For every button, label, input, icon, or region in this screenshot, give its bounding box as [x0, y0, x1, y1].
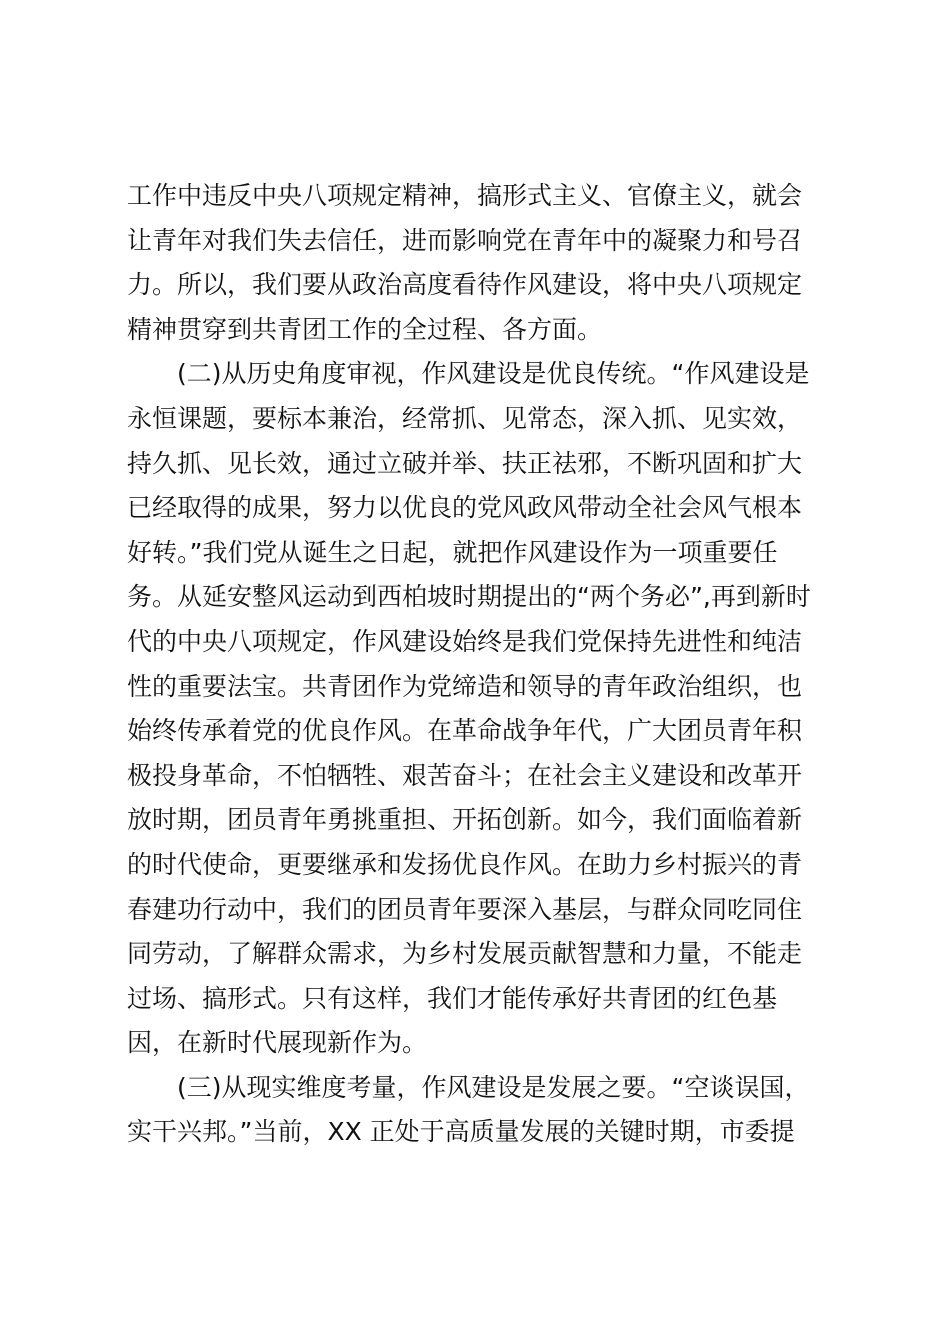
text-line: 工作中违反中央八项规定精神，搞形式主义、官僚主义，就会: [127, 181, 803, 210]
text-line: 让青年对我们失去信任，进而影响党在青年中的凝聚力和号召: [127, 225, 803, 255]
text-line: 好转。”我们党从诞生之日起，就把作风建设作为一项重要任: [127, 537, 778, 567]
text-line: 放时期，团员青年勇挑重担、开拓创新。如今，我们面临着新: [127, 805, 803, 835]
text-line: 精神贯穿到共青团工作的全过程、各方面。: [127, 314, 603, 344]
text-line: 持久抓、见长效，通过立破并举、扶正祛邪，不断巩固和扩大: [127, 448, 803, 478]
text-line: 过场、搞形式。只有这样，我们才能传承好共青团的红色基: [127, 983, 778, 1013]
text-line: 极投身革命，不怕牺牲、艰苦奋斗；在社会主义建设和改革开: [127, 760, 803, 790]
text-line: 性的重要法宝。共青团作为党缔造和领导的青年政治组织，也: [127, 671, 803, 701]
text-line: 的时代使命，更要继承和发扬优良作风。在助力乡村振兴的青: [127, 849, 803, 879]
document-body: [127, 174, 827, 1155]
text-line: 同劳动，了解群众需求，为乡村发展贡献智慧和力量，不能走: [127, 939, 803, 969]
paragraph-3-first-line: (三)从现实维度考量，作风建设是发展之要。“空谈误国，: [177, 1072, 810, 1102]
text-line: 实干兴邦。”当前，XX 正处于高质量发展的关键时期，市委提: [127, 1117, 795, 1147]
text-line: 务。从延安整风运动到西柏坡时期提出的“两个务必”,再到新时: [127, 582, 811, 612]
text-line: 代的中央八项规定，作风建设始终是我们党保持先进性和纯洁: [127, 626, 803, 656]
text-line: 永恒课题，要标本兼治，经常抓、见常态，深入抓、见实效，: [127, 403, 803, 433]
text-line: 力。所以，我们要从政治高度看待作风建设，将中央八项规定: [127, 270, 803, 300]
text-line: 因，在新时代展现新作为。: [127, 1028, 428, 1058]
paragraph-2-first-line: (二)从历史角度审视，作风建设是优良传统。“作风建设是: [177, 359, 810, 389]
text-line: 始终传承着党的优良作风。在革命战争年代，广大团员青年积: [127, 716, 803, 746]
text-line: 春建功行动中，我们的团员青年要深入基层，与群众同吃同住: [127, 894, 803, 924]
text-line: 已经取得的成果，努力以优良的党风政风带动全社会风气根本: [127, 493, 803, 523]
